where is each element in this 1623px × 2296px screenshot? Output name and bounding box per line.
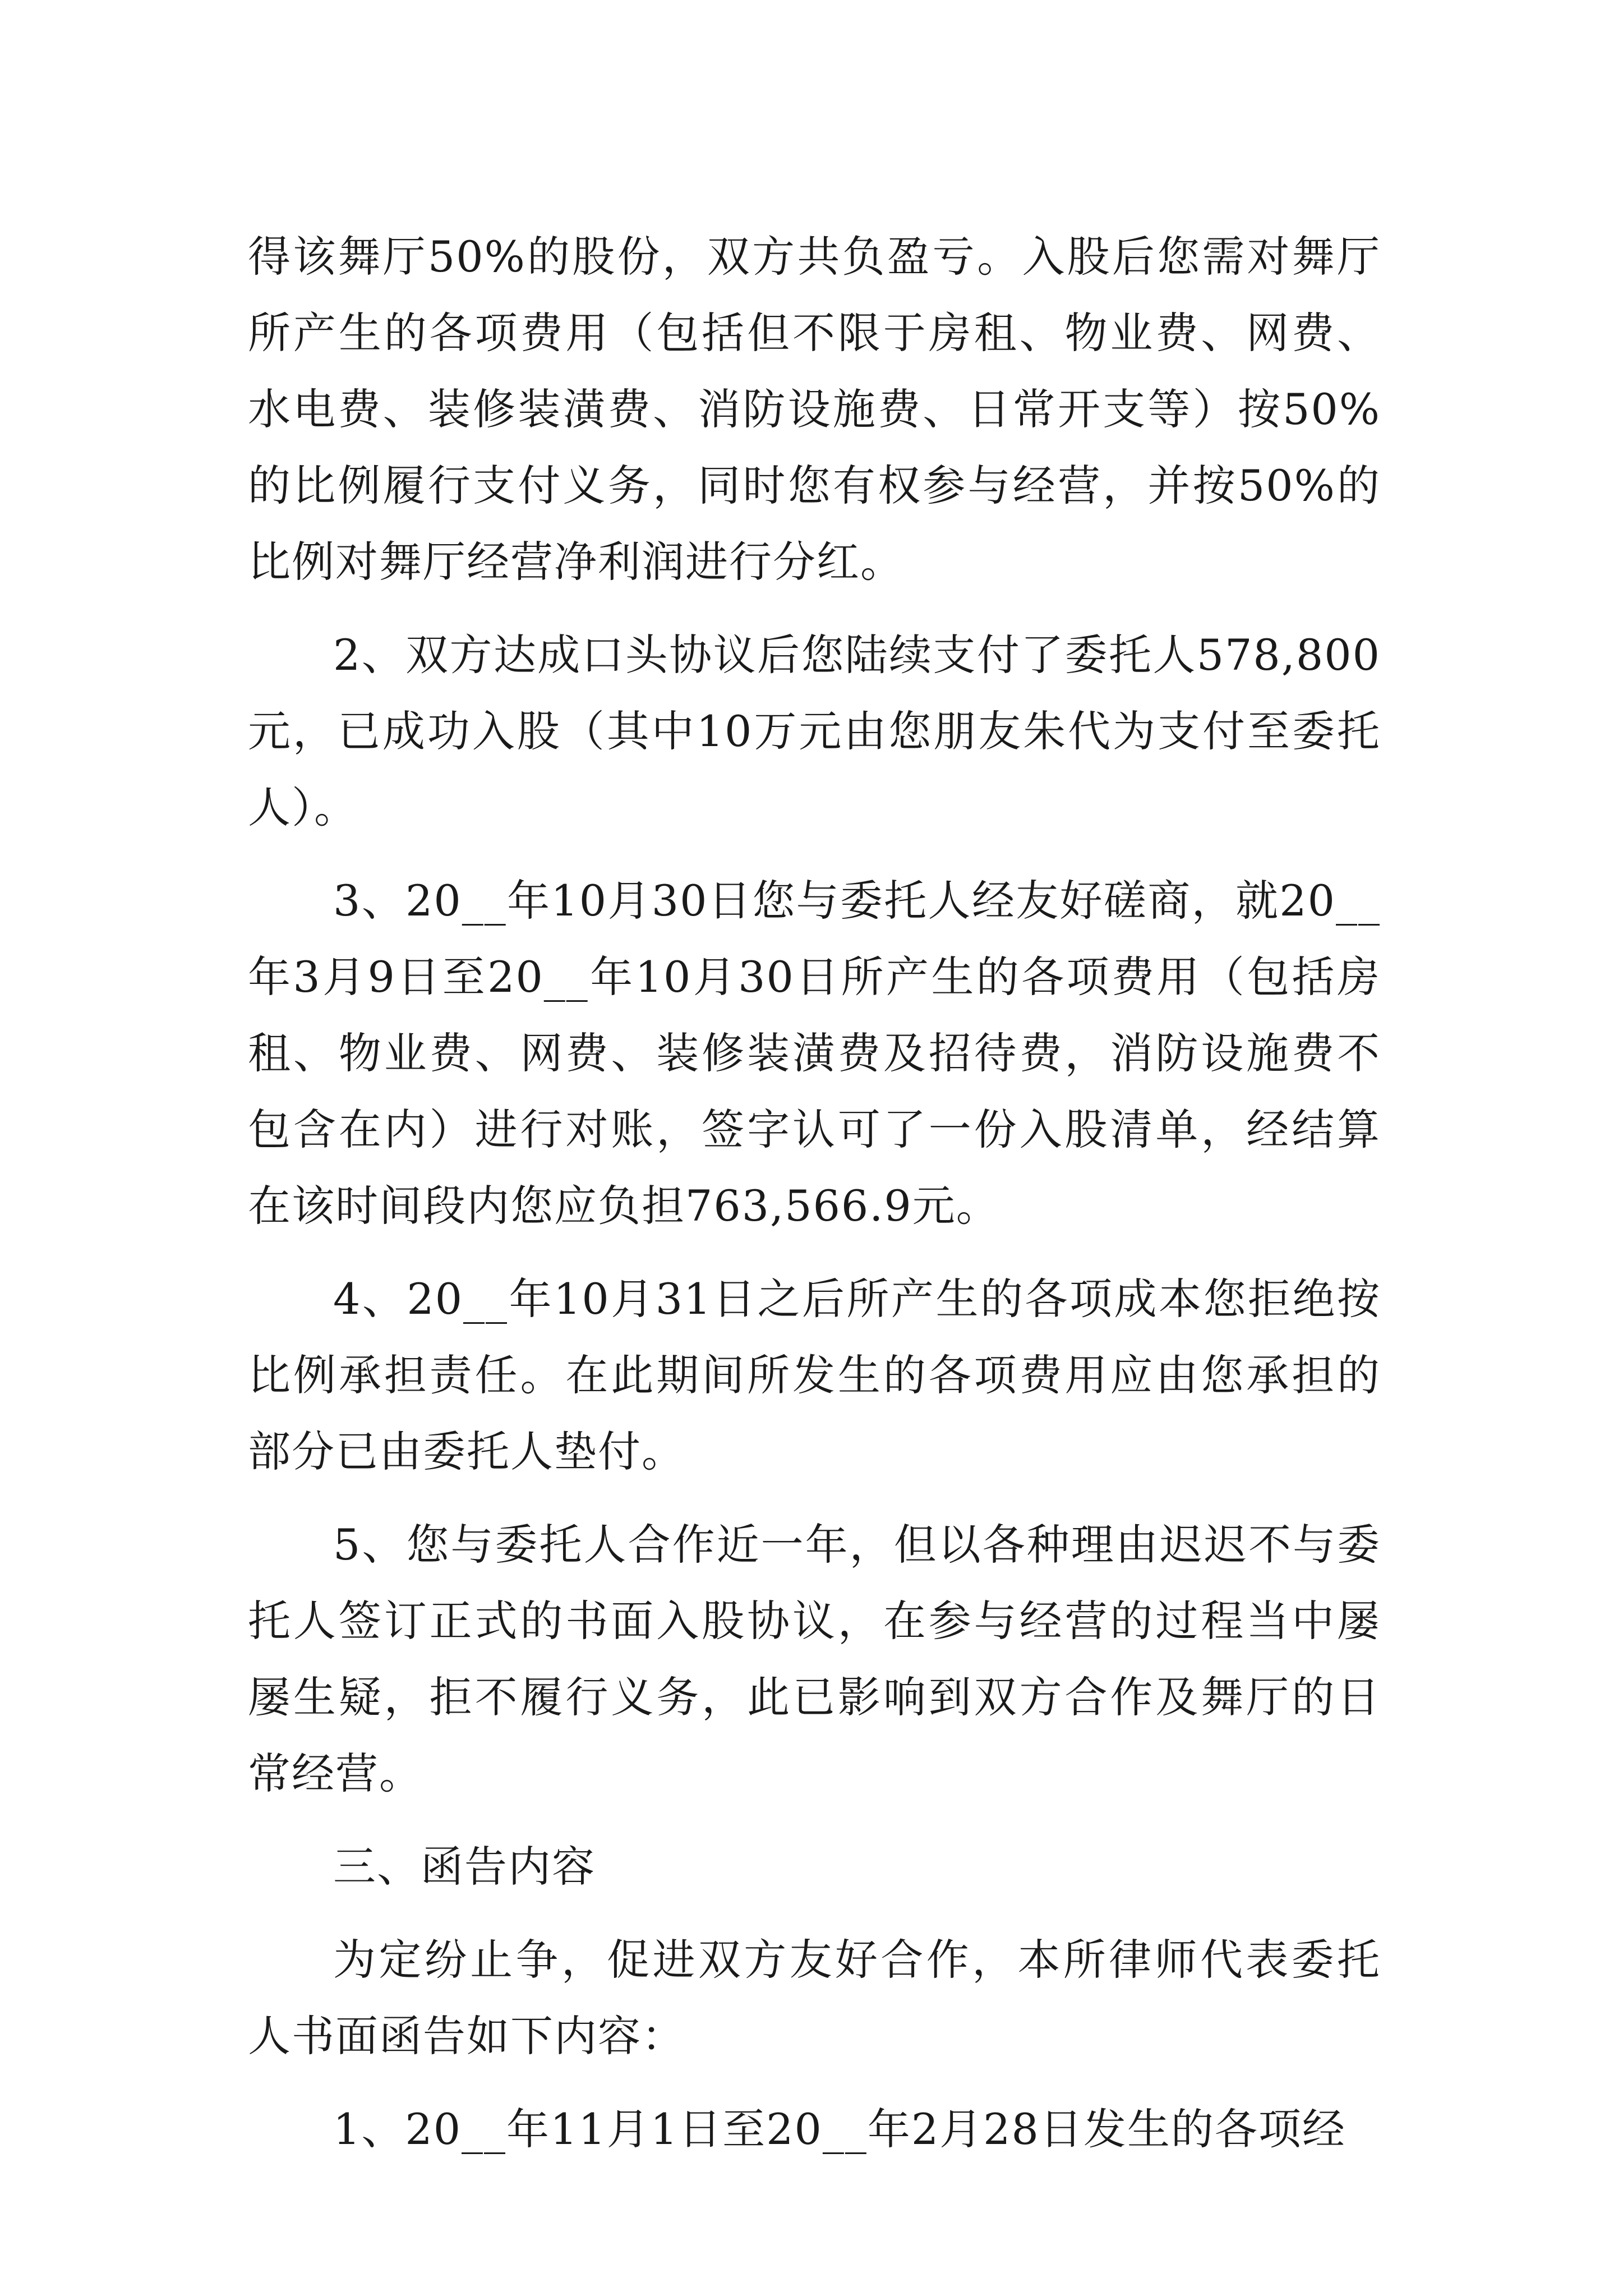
paragraph-item-3: 3、20__年10月30日您与委托人经友好磋商，就20__年3月9日至20__年10月30日所产生的各项费用（包括房租、物业费、网费、装修装潢费及招待费，消防设施费不包含在内）进行对账，签字认可了一份入股清单，经结算在该时间段内您应负担763,566.9元。 (248, 876, 1381, 1231)
paragraph-item-4: 4、20__年10月31日之后所产生的各项成本您拒绝按比例承担责任。在此期间所发生的各项费用应由您承担的部分已由委托人垫付。 (248, 1274, 1381, 1476)
paragraph-item-5: 5、您与委托人合作近一年，但以各种理由迟迟不与委托人签订正式的书面入股协议，在参与经营的过程当中屡屡生疑，拒不履行义务，此已影响到双方合作及舞厅的日常经营。 (248, 1520, 1381, 1798)
paragraph-continuation: 得该舞厅50%的股份，双方共负盈亏。入股后您需对舞厅所产生的各项费用（包括但不限于房租、物业费、网费、水电费、装修装潢费、消防设施费、日常开支等）按50%的比例履行支付义务，同时您有权参与经营，并按50%的比例对舞厅经营净利润进行分红。 (248, 232, 1381, 587)
paragraph-item-2: 2、双方达成口头协议后您陆续支付了委托人578,800元，已成功入股（其中10万元由您朋友朱代为支付至委托人）。 (248, 630, 1381, 832)
section-heading-3: 三、函告内容 (333, 1842, 596, 1892)
paragraph-notice-item-1: 1、20__年11月1日至20__年2月28日发生的各项经 (333, 2104, 1346, 2154)
document-body (248, 219, 1381, 2168)
paragraph-intro: 为定纷止争，促进双方友好合作，本所律师代表委托人书面函告如下内容： (248, 1935, 1381, 2061)
